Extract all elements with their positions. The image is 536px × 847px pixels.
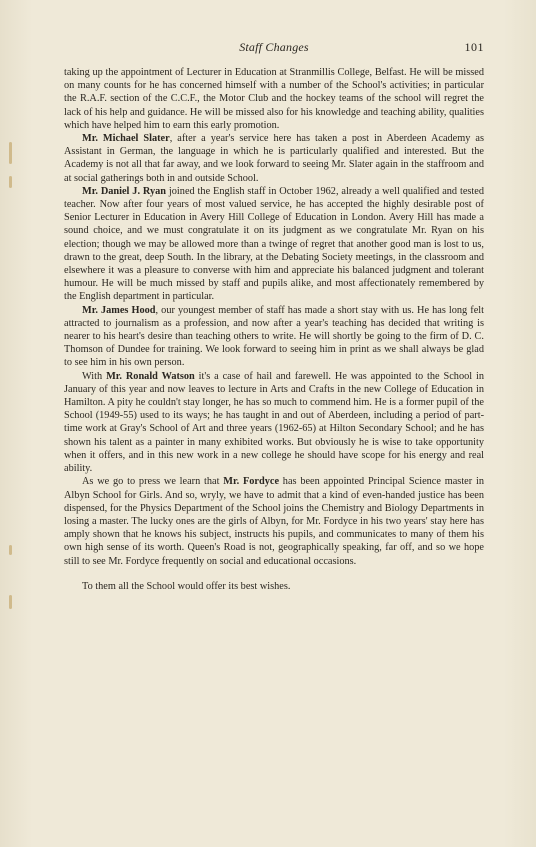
paragraph-text: taking up the appointment of Lecturer in Education at Stranmillis College, Belfast. He will be missed on many counts for he has concerned himself with a number of the School's activities; in particular the R.A.F. section of the C.C.F., the Motor Club and the hockey teams of the school will regret the lack of his help and guidance. He will be missed also for his knowledge and teaching ability, qualities which have helped him to earn this early promotion. (64, 67, 484, 131)
paragraph-text: With (82, 370, 107, 382)
paragraph (64, 66, 484, 132)
paragraph-text: To them all the School would offer its best wishes. (82, 580, 291, 592)
page-header (64, 40, 484, 58)
margin-stain (9, 545, 12, 555)
margin-stain (9, 176, 12, 188)
paragraph-text: joined the English staff in October 1962, already a well qualified and tested teacher. Now after four years of most valued service, he has accepted the highly desirable post of Senior Lecturer in Education in Avery Hill College of Education in London. Avery Hill has made a sound choice, and we must congratulate it on its judgment as we congratulate Mr. Ryan on his election; though we may be allowed more than a twinge of regret that another good man is lost to us, drawn to the great, deep South. In the library, at the Debating Society meetings, in the classroom and elsewhere it was a pleasure to converse with him and appreciate his balanced judgment and tolerant humour. He will be much missed by staff and pupils alike, and most affectionately remembered by the English department in particular. (64, 185, 484, 303)
paragraph (64, 475, 484, 567)
paragraph (64, 185, 484, 304)
staff-name: Mr. Michael Slater (82, 133, 170, 145)
paragraph-text: As we go to press we learn that (82, 476, 224, 488)
margin-stain (9, 142, 12, 164)
paragraph (64, 304, 484, 370)
closing-paragraph (64, 580, 484, 593)
article-body (64, 66, 484, 593)
paragraph-text: it's a case of hail and farewell. He was appointed to the School in January of this year and now leaves to lecture in Arts and Crafts in the new College of Education in Hamilton. A pity he couldn't stay longer, he has so much to commend him. He is a former pupil of the School (1949-55) used to its ways; he has taught in and out of Aberdeen, including a period of part-time work at Gray's School of Art and three years (1962-65) at Hilton Secondary School; and he has shown his talent as a painter in many exhibited works. But obviously he is wise to take opportunity when it offers, and in this new work in a new college he should have scope for his energy and real ability. (64, 370, 484, 475)
paragraph-text: has been appointed Principal Science master in Albyn School for Girls. And so, wryly, we have to admit that a kind of even-handed justice has been dispensed, for the Physics Department of the School joins the Chemistry and Biology Departments in losing a master. The lucky ones are the girls of Albyn, for Mr. Fordyce in his two years' stay here has amply shown that he knows his subject, instructs his pupils, and communicates to many of them his own high sense of its worth. Queen's Road is not, geographically speaking, far off, and so we hope still to see Mr. Fordyce frequently on social and educational occasions. (64, 476, 484, 567)
page-number: 101 (464, 40, 484, 54)
staff-name: Mr. Daniel J. Ryan (82, 185, 167, 197)
paragraph-text: , after a year's service here has taken a post in Aberdeen Academy as Assistant in German, the language in which he is particularly qualified and interested. But the Academy is not all that far away, and we look forward to seeing Mr. Slater again in the staffroom and at social gatherings both in and outside School. (64, 133, 484, 184)
staff-name: Mr. Fordyce (223, 476, 280, 488)
staff-name: Mr. James Hood (82, 304, 156, 316)
paragraph (64, 370, 484, 476)
staff-name: Mr. Ronald Watson (106, 370, 195, 382)
margin-stain (9, 595, 12, 609)
paragraph-text: , our youngest member of staff has made a short stay with us. He has long felt attracted to journalism as a profession, and now after a year's teaching has decided that writing is nearer to his heart's desire than teaching others to write. He will shortly be going to the firm of D. C. Thomson of Dundee for training. We look forward to seeing him in print as we shall always be glad to see him in his own person. (64, 304, 484, 369)
running-head: Staff Changes (239, 40, 309, 54)
paragraph (64, 132, 484, 185)
